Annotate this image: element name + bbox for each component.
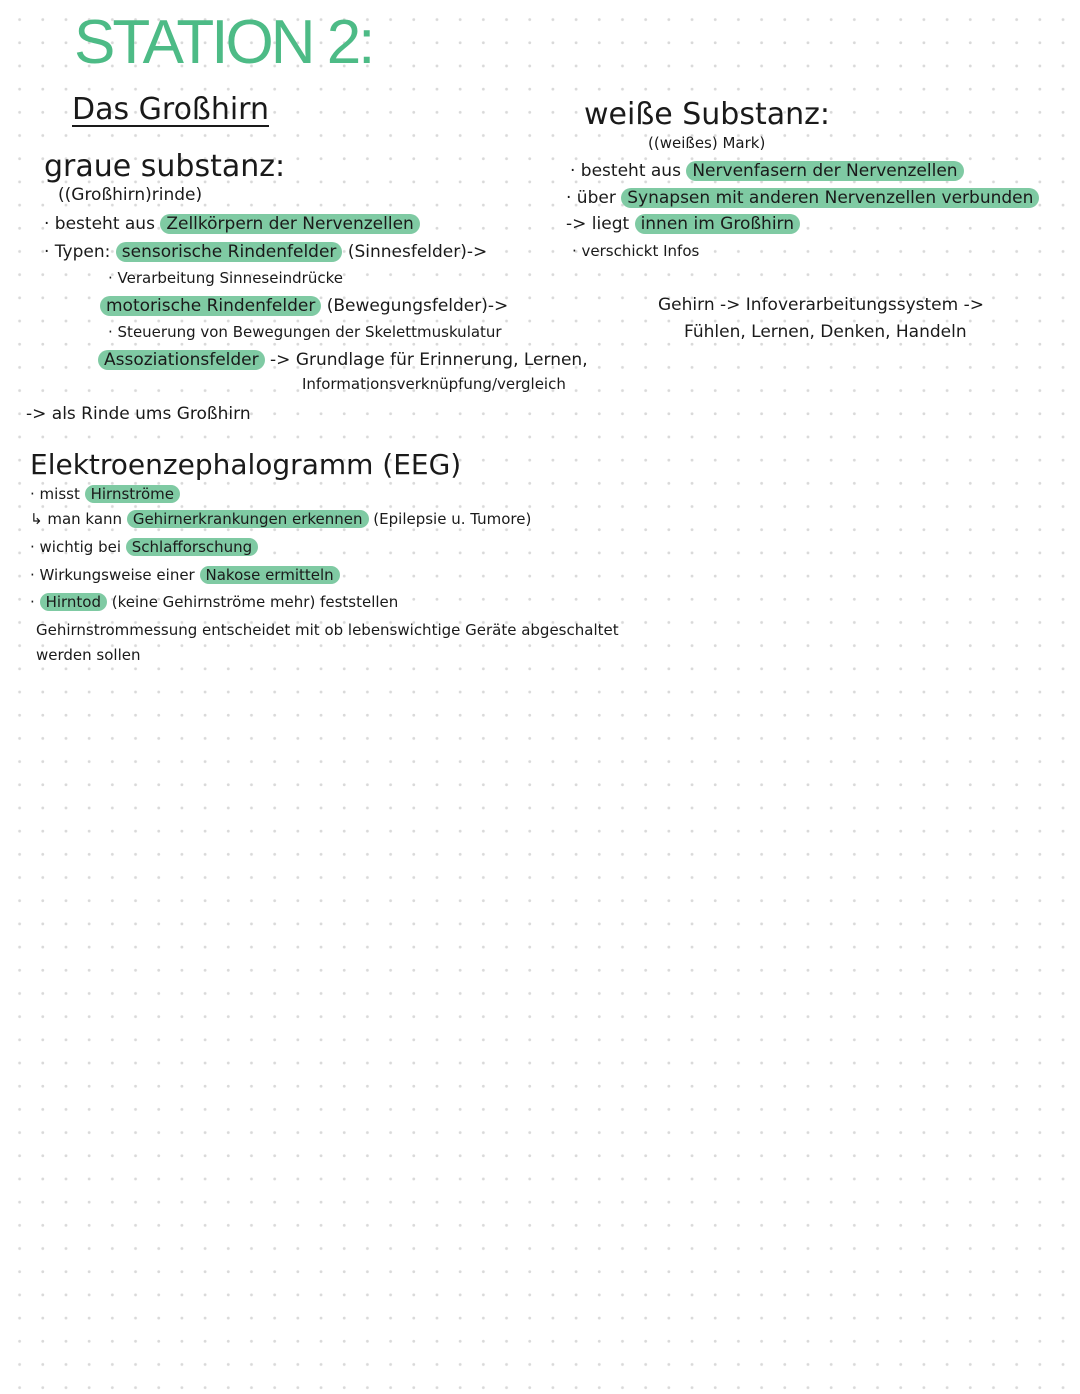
white-matter-subtitle: ((weißes) Mark) — [648, 134, 766, 152]
eeg-decision-line2: werden sollen — [36, 646, 141, 664]
bullet-prefix: · misst — [30, 485, 80, 503]
sensory-processing: · Verarbeitung Sinneseindrücke — [108, 269, 343, 287]
white-bullet-infos: · verschickt Infos — [572, 242, 700, 260]
grey-matter-title: graue substanz: — [44, 149, 286, 184]
bullet-suffix: (Sinnesfelder)-> — [347, 242, 488, 262]
bullet-prefix: · — [30, 593, 35, 611]
brain-system-line: Gehirn -> Infoverarbeitungssystem -> — [658, 295, 984, 315]
eeg-decision-line1: Gehirnstrommessung entscheidet mit ob lebenswichtige Geräte abgeschaltet — [36, 621, 619, 639]
highlight: Synapsen mit anderen Nervenzellen verbunden — [621, 188, 1039, 208]
eeg-bullet-sleep — [30, 540, 258, 555]
white-matter-title: weiße Substanz: — [584, 97, 830, 132]
motor-control: · Steuerung von Bewegungen der Skelettmuskulatur — [108, 323, 502, 341]
white-bullet-location — [566, 216, 800, 233]
bullet-prefix: · besteht aus — [570, 161, 681, 181]
association-suffix: -> Grundlage für Erinnerung, Lernen, — [270, 350, 588, 370]
grey-matter-subtitle: ((Großhirn)rinde) — [58, 185, 203, 205]
motor-fields — [100, 298, 508, 315]
association-fields — [98, 352, 588, 369]
highlight: Nakose ermitteln — [200, 566, 340, 584]
highlight: Gehirnerkrankungen erkennen — [127, 510, 369, 528]
bullet-suffix: (keine Gehirnströme mehr) feststellen — [111, 593, 399, 611]
grey-bullet-types — [44, 244, 487, 261]
bullet-prefix: · über — [566, 188, 616, 208]
brain-functions-line: Fühlen, Lernen, Denken, Handeln — [684, 322, 967, 342]
eeg-bullet-diseases — [30, 512, 531, 527]
bullet-prefix: -> liegt — [566, 214, 630, 234]
bullet-suffix: (Epilepsie u. Tumore) — [373, 510, 532, 528]
highlight: Schlafforschung — [126, 538, 258, 556]
eeg-bullet-narcosis — [30, 568, 340, 583]
eeg-title: Elektroenzephalogramm (EEG) — [30, 448, 462, 481]
grey-bullet-cells — [44, 216, 420, 233]
highlight: Zellkörpern der Nervenzellen — [160, 214, 419, 234]
highlight: Nervenfasern der Nervenzellen — [686, 161, 963, 181]
bullet-prefix: · Wirkungsweise einer — [30, 566, 195, 584]
highlight: motorische Rindenfelder — [100, 296, 321, 316]
page-title: STATION 2: — [74, 8, 373, 77]
highlight: Hirnströme — [85, 485, 180, 503]
eeg-bullet-measure — [30, 487, 180, 502]
highlight: Assoziationsfelder — [98, 350, 265, 370]
white-bullet-synapses — [566, 190, 1039, 207]
bullet-prefix: · Typen: — [44, 242, 111, 262]
highlight: innen im Großhirn — [635, 214, 800, 234]
bullet-prefix: ↳ man kann — [30, 510, 123, 528]
highlight: Hirntod — [40, 593, 107, 611]
motor-suffix: (Bewegungsfelder)-> — [326, 296, 509, 316]
highlight: sensorische Rindenfelder — [116, 242, 343, 262]
cortex-note: -> als Rinde ums Großhirn — [26, 404, 251, 424]
section-heading-grosshirn: Das Großhirn — [72, 92, 269, 127]
bullet-prefix: · besteht aus — [44, 214, 155, 234]
bullet-prefix: · wichtig bei — [30, 538, 121, 556]
eeg-bullet-braindeath — [30, 595, 398, 610]
association-line2: Informationsverknüpfung/vergleich — [302, 375, 566, 393]
white-bullet-fibers — [570, 163, 964, 180]
